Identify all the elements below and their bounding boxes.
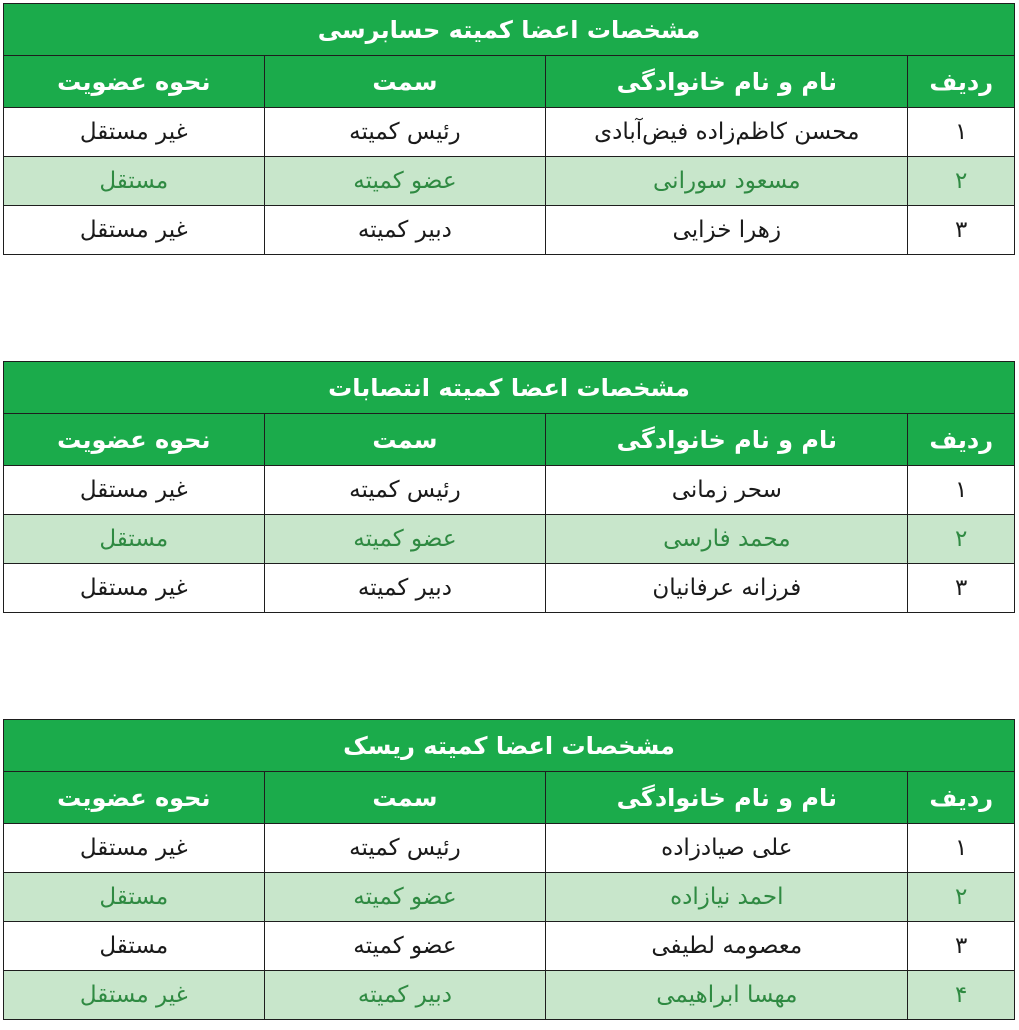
position: دبیر کمیته [264, 206, 546, 255]
risk-committee-table [3, 719, 1015, 1020]
column-header-membership-type: نحوه عضویت [4, 56, 265, 108]
full-name: احمد نیازاده [546, 873, 908, 922]
table-row [4, 515, 1015, 564]
full-name: علی صیادزاده [546, 824, 908, 873]
membership-type: غیر مستقل [4, 564, 265, 613]
table-row [4, 922, 1015, 971]
row-number: ۳ [908, 206, 1015, 255]
column-header-membership-type: نحوه عضویت [4, 772, 265, 824]
full-name: محسن کاظم‌زاده فیض‌آبادی [546, 108, 908, 157]
membership-type: مستقل [4, 515, 265, 564]
membership-type: مستقل [4, 873, 265, 922]
row-number: ۲ [908, 515, 1015, 564]
table-title: مشخصات اعضا کمیته ریسک [4, 720, 1015, 772]
position: عضو کمیته [264, 515, 546, 564]
column-header-row-number: ردیف [908, 414, 1015, 466]
position: عضو کمیته [264, 873, 546, 922]
membership-type: مستقل [4, 922, 265, 971]
table-row [4, 157, 1015, 206]
audit-committee-table [3, 3, 1015, 255]
position: دبیر کمیته [264, 564, 546, 613]
row-number: ۱ [908, 824, 1015, 873]
column-header-position: سمت [264, 56, 546, 108]
membership-type: مستقل [4, 157, 265, 206]
table-row [4, 206, 1015, 255]
row-number: ۱ [908, 466, 1015, 515]
column-header-full-name: نام و نام خانوادگی [546, 414, 908, 466]
row-number: ۳ [908, 922, 1015, 971]
position: دبیر کمیته [264, 971, 546, 1020]
column-header-row-number: ردیف [908, 772, 1015, 824]
full-name: سحر زمانی [546, 466, 908, 515]
column-header-position: سمت [264, 772, 546, 824]
membership-type: غیر مستقل [4, 971, 265, 1020]
row-number: ۲ [908, 157, 1015, 206]
table-row [4, 971, 1015, 1020]
column-header-full-name: نام و نام خانوادگی [546, 56, 908, 108]
row-number: ۱ [908, 108, 1015, 157]
table-row [4, 466, 1015, 515]
full-name: معصومه لطیفی [546, 922, 908, 971]
column-header-full-name: نام و نام خانوادگی [546, 772, 908, 824]
full-name: زهرا خزایی [546, 206, 908, 255]
position: عضو کمیته [264, 922, 546, 971]
table-row [4, 824, 1015, 873]
membership-type: غیر مستقل [4, 466, 265, 515]
table-row [4, 564, 1015, 613]
membership-type: غیر مستقل [4, 824, 265, 873]
row-number: ۴ [908, 971, 1015, 1020]
table-title: مشخصات اعضا کمیته حسابرسی [4, 4, 1015, 56]
table-title: مشخصات اعضا کمیته انتصابات [4, 362, 1015, 414]
membership-type: غیر مستقل [4, 206, 265, 255]
position: رئیس کمیته [264, 824, 546, 873]
column-header-row-number: ردیف [908, 56, 1015, 108]
column-header-membership-type: نحوه عضویت [4, 414, 265, 466]
table-row [4, 873, 1015, 922]
membership-type: غیر مستقل [4, 108, 265, 157]
row-number: ۳ [908, 564, 1015, 613]
position: رئیس کمیته [264, 466, 546, 515]
full-name: فرزانه عرفانیان [546, 564, 908, 613]
full-name: مسعود سورانی [546, 157, 908, 206]
full-name: محمد فارسی [546, 515, 908, 564]
position: رئیس کمیته [264, 108, 546, 157]
table-row [4, 108, 1015, 157]
row-number: ۲ [908, 873, 1015, 922]
column-header-position: سمت [264, 414, 546, 466]
full-name: مهسا ابراهیمی [546, 971, 908, 1020]
appointments-committee-table [3, 361, 1015, 613]
position: عضو کمیته [264, 157, 546, 206]
